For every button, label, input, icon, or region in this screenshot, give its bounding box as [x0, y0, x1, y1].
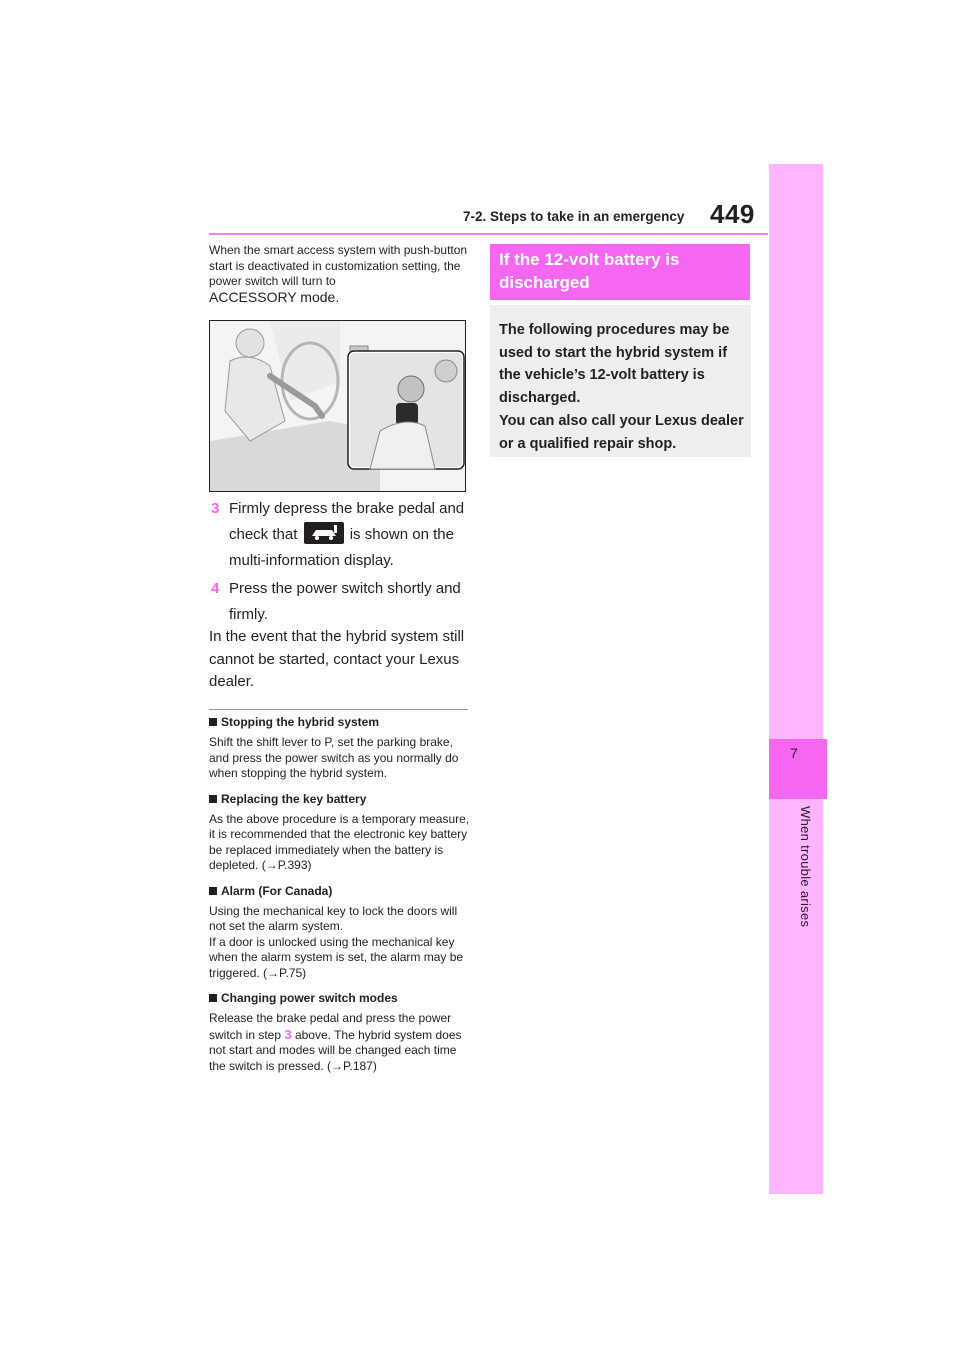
chapter-number-tab: [769, 739, 827, 799]
note-key-battery: Replacing the key battery As the above procedure is a temporary measure, it is recommended that the electronic key battery be replaced immediately when the battery is depleted. (→P.393): [209, 791, 470, 872]
intro-text: When the smart access system with push-button start is deactivated in customization setting, the power switch will turn to ACCESSORY mode.: [209, 243, 468, 305]
illustration-svg: [210, 321, 466, 492]
illustration-driver-key-icon: [209, 320, 466, 492]
chapter-number: 7: [790, 745, 798, 761]
notes-section: [209, 715, 471, 1074]
square-bullet-icon: [209, 887, 217, 895]
note-alarm: Alarm (For Canada) Using the mechanical key to lock the doors will not set the alarm system. If a door is unlocked using the mechanical key when the alarm system is set, the alarm may be triggered. (→P.75): [209, 883, 464, 980]
ready-indicator-icon: [304, 522, 344, 544]
header-rule: [209, 233, 768, 235]
hybrid-contact-paragraph: In the event that the hybrid system still cannot be started, contact your Lexus dealer.: [209, 628, 465, 690]
intro-block: [209, 243, 471, 306]
note-power-modes: Changing power switch modes Release the brake pedal and press the power switch in step 3 above. The hybrid system does not start and modes will be changed each time the switch is pressed. (→P.187): [209, 991, 462, 1073]
note-stopping: Stopping the hybrid system Shift the shift lever to P, set the parking brake, and press the power switch as you normally do when stopping the hybrid system.: [209, 715, 459, 780]
square-bullet-icon: [209, 718, 217, 726]
chapter-side-tab: [769, 164, 823, 1194]
battery-section-box: The following procedures may be used to start the hybrid system if the vehicle’s 12-volt battery is discharged. You can also call your Lexus dealer or a qualified repair shop.: [490, 305, 751, 457]
square-bullet-icon: [209, 795, 217, 803]
square-bullet-icon: [209, 994, 217, 1002]
battery-section-heading: If the 12-volt battery is discharged: [490, 244, 750, 300]
chapter-label: When trouble arises: [798, 806, 813, 928]
page-number: 449: [710, 199, 755, 229]
divider: [209, 709, 468, 710]
section-title: 7-2. Steps to take in an emergency: [463, 209, 685, 224]
